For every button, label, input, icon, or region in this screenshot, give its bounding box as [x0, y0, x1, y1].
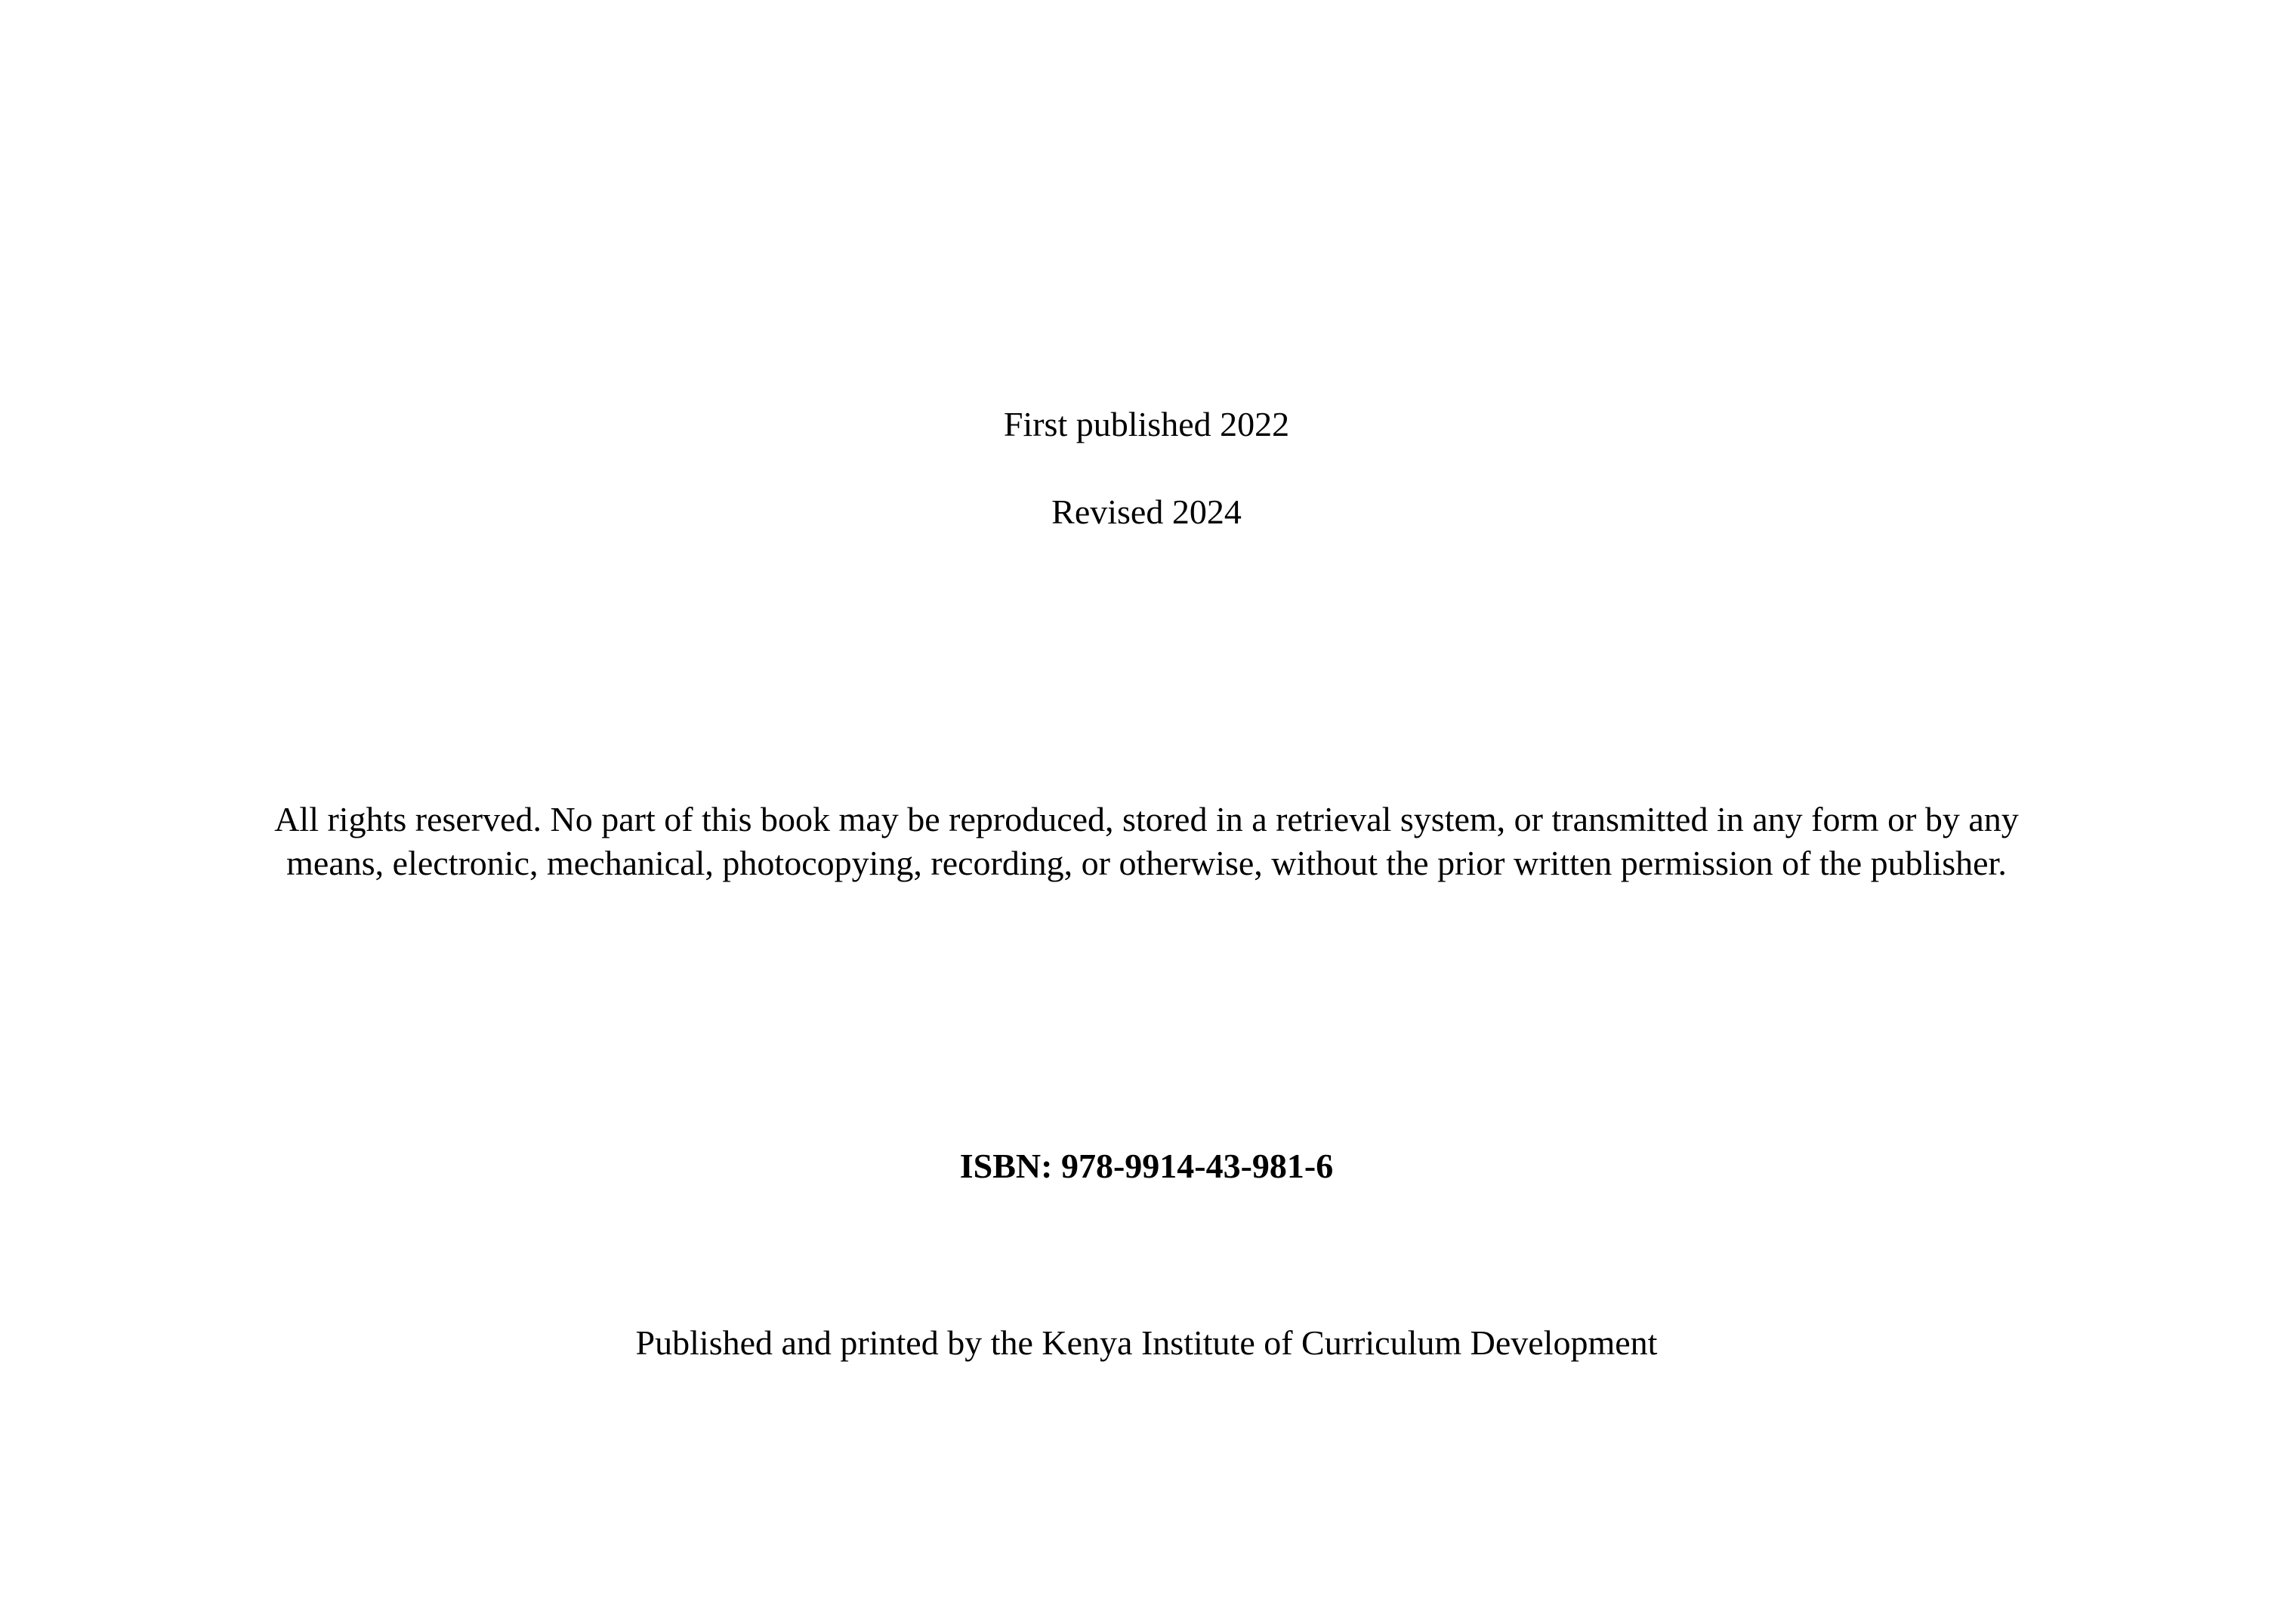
rights-notice-line-2: means, electronic, mechanical, photocopying, recording, or otherwise, without the prior written permission of the publisher.	[286, 844, 2007, 882]
revised-text: Revised 2024	[1051, 492, 1242, 531]
rights-notice-line-1: All rights reserved. No part of this book may be reproduced, stored in a retrieval system, or transmitted in any form or by any	[274, 800, 2019, 838]
isbn-text: ISBN: 978-9914-43-981-6	[959, 1147, 1334, 1185]
publisher-text: Published and printed by the Kenya Institute of Curriculum Development	[635, 1323, 1658, 1362]
first-published-text: First published 2022	[1003, 405, 1290, 443]
rights-notice	[0, 798, 2293, 885]
